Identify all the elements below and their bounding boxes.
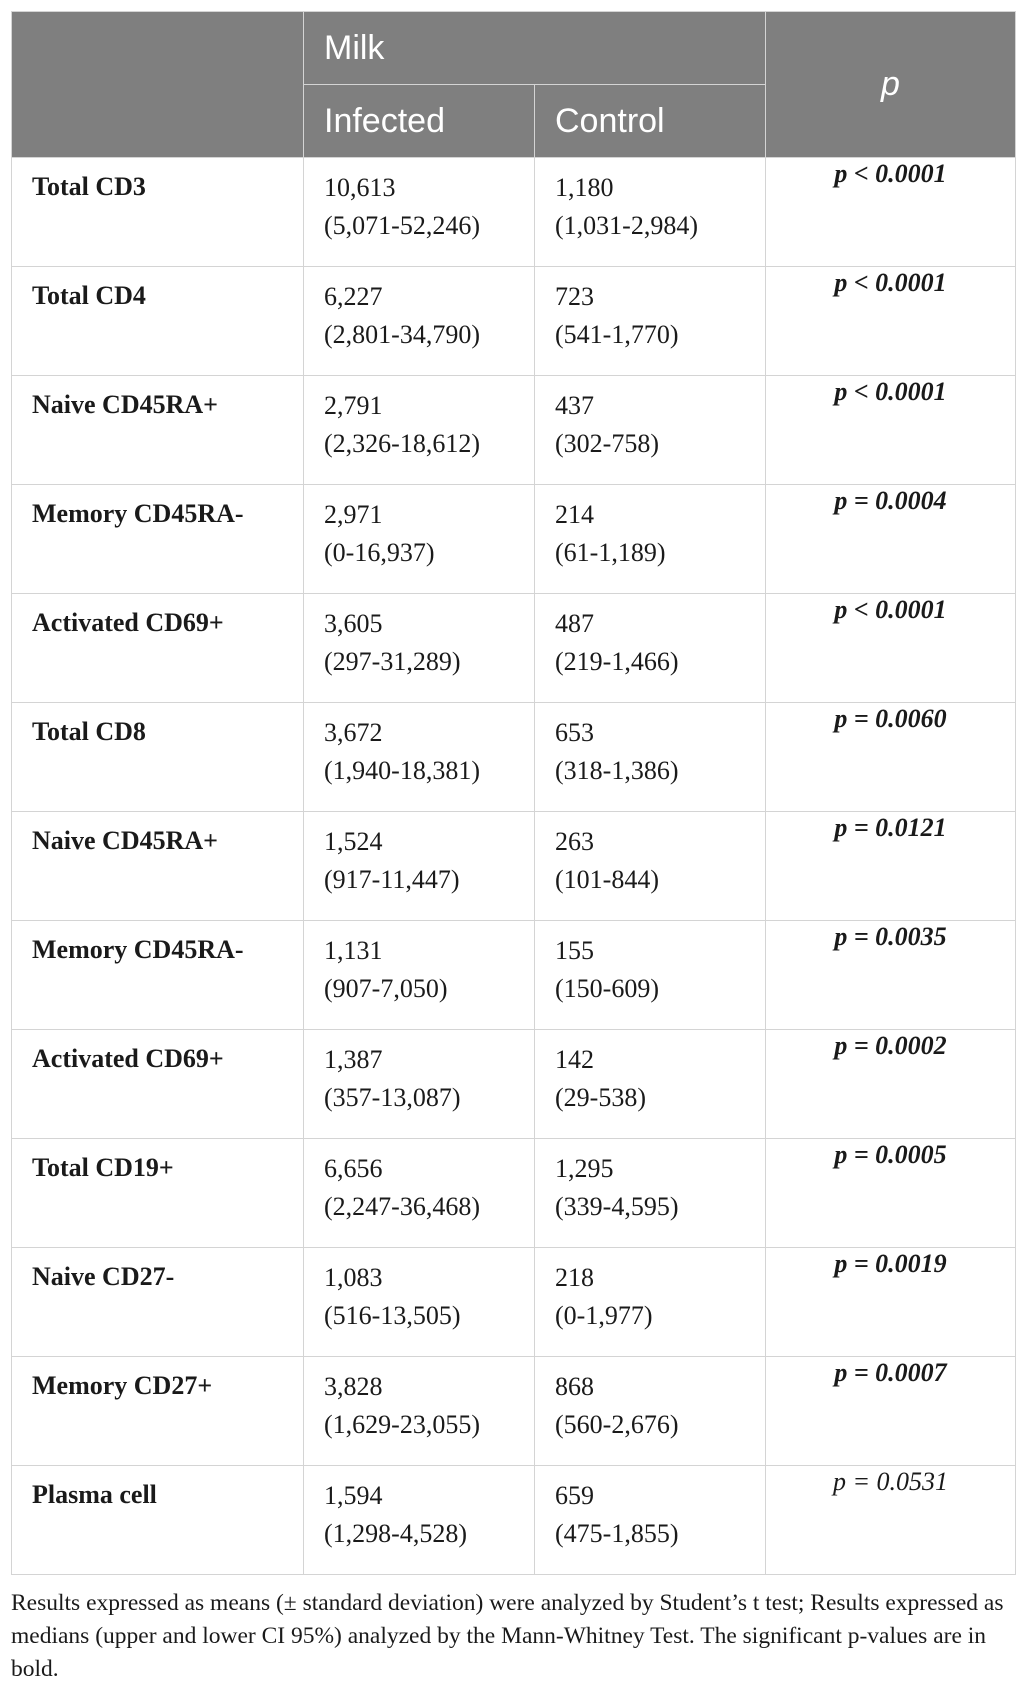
infected-value: 1,594 bbox=[324, 1481, 383, 1510]
control-value: 218 bbox=[555, 1263, 594, 1292]
header-blank-cell bbox=[12, 12, 304, 158]
infected-cell bbox=[304, 812, 535, 921]
p-value: p < 0.0001 bbox=[766, 158, 1016, 267]
infected-range: (2,801-34,790) bbox=[324, 320, 480, 349]
p-value: p = 0.0121 bbox=[766, 812, 1016, 921]
control-range: (560-2,676) bbox=[555, 1410, 679, 1439]
results-table bbox=[11, 11, 1016, 1575]
header-infected: Infected bbox=[304, 85, 535, 158]
infected-range: (5,071-52,246) bbox=[324, 211, 480, 240]
control-value: 214 bbox=[555, 500, 594, 529]
infected-cell bbox=[304, 1030, 535, 1139]
control-range: (302-758) bbox=[555, 429, 659, 458]
control-cell bbox=[535, 1139, 766, 1248]
infected-range: (2,326-18,612) bbox=[324, 429, 480, 458]
row-label: Total CD4 bbox=[12, 267, 304, 376]
control-range: (339-4,595) bbox=[555, 1192, 679, 1221]
row-label: Total CD8 bbox=[12, 703, 304, 812]
infected-cell bbox=[304, 376, 535, 485]
table-header bbox=[12, 12, 1016, 158]
control-cell bbox=[535, 376, 766, 485]
infected-value: 1,083 bbox=[324, 1263, 383, 1292]
table-row bbox=[12, 485, 1016, 594]
table-row bbox=[12, 1030, 1016, 1139]
infected-range: (1,629-23,055) bbox=[324, 1410, 480, 1439]
infected-cell bbox=[304, 267, 535, 376]
control-range: (475-1,855) bbox=[555, 1519, 679, 1548]
table-row bbox=[12, 158, 1016, 267]
infected-range: (357-13,087) bbox=[324, 1083, 461, 1112]
row-label: Activated CD69+ bbox=[12, 1030, 304, 1139]
infected-range: (917-11,447) bbox=[324, 865, 460, 894]
p-value: p = 0.0019 bbox=[766, 1248, 1016, 1357]
infected-range: (1,298-4,528) bbox=[324, 1519, 467, 1548]
table-row bbox=[12, 1357, 1016, 1466]
infected-value: 3,605 bbox=[324, 609, 383, 638]
table-row bbox=[12, 1139, 1016, 1248]
table-row bbox=[12, 1248, 1016, 1357]
table-row bbox=[12, 703, 1016, 812]
p-value: p = 0.0005 bbox=[766, 1139, 1016, 1248]
infected-cell bbox=[304, 1466, 535, 1575]
infected-value: 2,791 bbox=[324, 391, 383, 420]
row-label: Total CD3 bbox=[12, 158, 304, 267]
infected-cell bbox=[304, 1248, 535, 1357]
infected-cell bbox=[304, 485, 535, 594]
control-cell bbox=[535, 1248, 766, 1357]
row-label: Naive CD27- bbox=[12, 1248, 304, 1357]
p-value: p < 0.0001 bbox=[766, 376, 1016, 485]
control-range: (1,031-2,984) bbox=[555, 211, 698, 240]
control-cell bbox=[535, 703, 766, 812]
infected-value: 3,672 bbox=[324, 718, 383, 747]
control-value: 487 bbox=[555, 609, 594, 638]
infected-range: (1,940-18,381) bbox=[324, 756, 480, 785]
control-cell bbox=[535, 485, 766, 594]
control-cell bbox=[535, 1357, 766, 1466]
control-cell bbox=[535, 1466, 766, 1575]
control-value: 1,295 bbox=[555, 1154, 614, 1183]
infected-range: (907-7,050) bbox=[324, 974, 448, 1003]
p-value: p = 0.0002 bbox=[766, 1030, 1016, 1139]
infected-range: (0-16,937) bbox=[324, 538, 435, 567]
row-label: Memory CD27+ bbox=[12, 1357, 304, 1466]
control-range: (29-538) bbox=[555, 1083, 646, 1112]
table-row bbox=[12, 1466, 1016, 1575]
infected-range: (516-13,505) bbox=[324, 1301, 461, 1330]
infected-value: 1,524 bbox=[324, 827, 383, 856]
infected-value: 6,227 bbox=[324, 282, 383, 311]
table-container bbox=[11, 11, 1015, 1686]
control-cell bbox=[535, 267, 766, 376]
infected-value: 1,387 bbox=[324, 1045, 383, 1074]
table-row bbox=[12, 812, 1016, 921]
control-range: (219-1,466) bbox=[555, 647, 679, 676]
table-row bbox=[12, 267, 1016, 376]
infected-range: (297-31,289) bbox=[324, 647, 461, 676]
control-value: 142 bbox=[555, 1045, 594, 1074]
infected-value: 6,656 bbox=[324, 1154, 383, 1183]
control-range: (0-1,977) bbox=[555, 1301, 653, 1330]
control-range: (150-609) bbox=[555, 974, 659, 1003]
control-value: 653 bbox=[555, 718, 594, 747]
infected-cell bbox=[304, 1357, 535, 1466]
p-value: p < 0.0001 bbox=[766, 267, 1016, 376]
table-row bbox=[12, 594, 1016, 703]
control-value: 659 bbox=[555, 1481, 594, 1510]
infected-cell bbox=[304, 594, 535, 703]
infected-cell bbox=[304, 703, 535, 812]
p-value: p = 0.0004 bbox=[766, 485, 1016, 594]
infected-cell bbox=[304, 1139, 535, 1248]
control-value: 868 bbox=[555, 1372, 594, 1401]
p-value: p = 0.0531 bbox=[766, 1466, 1016, 1575]
row-label: Memory CD45RA- bbox=[12, 485, 304, 594]
control-value: 263 bbox=[555, 827, 594, 856]
header-p: p bbox=[766, 12, 1016, 158]
table-body bbox=[12, 158, 1016, 1575]
p-value: p = 0.0035 bbox=[766, 921, 1016, 1030]
row-label: Total CD19+ bbox=[12, 1139, 304, 1248]
control-cell bbox=[535, 594, 766, 703]
control-cell bbox=[535, 1030, 766, 1139]
table-row bbox=[12, 376, 1016, 485]
header-control: Control bbox=[535, 85, 766, 158]
p-value: p = 0.0060 bbox=[766, 703, 1016, 812]
control-range: (318-1,386) bbox=[555, 756, 679, 785]
control-cell bbox=[535, 921, 766, 1030]
infected-value: 2,971 bbox=[324, 500, 383, 529]
control-cell bbox=[535, 812, 766, 921]
control-value: 1,180 bbox=[555, 173, 614, 202]
infected-cell bbox=[304, 921, 535, 1030]
row-label: Naive CD45RA+ bbox=[12, 376, 304, 485]
row-label: Memory CD45RA- bbox=[12, 921, 304, 1030]
p-value: p = 0.0007 bbox=[766, 1357, 1016, 1466]
infected-range: (2,247-36,468) bbox=[324, 1192, 480, 1221]
row-label: Plasma cell bbox=[12, 1466, 304, 1575]
control-value: 723 bbox=[555, 282, 594, 311]
infected-value: 1,131 bbox=[324, 936, 383, 965]
control-value: 155 bbox=[555, 936, 594, 965]
infected-cell bbox=[304, 158, 535, 267]
control-range: (541-1,770) bbox=[555, 320, 679, 349]
infected-value: 3,828 bbox=[324, 1372, 383, 1401]
row-label: Activated CD69+ bbox=[12, 594, 304, 703]
table-row bbox=[12, 921, 1016, 1030]
control-cell bbox=[535, 158, 766, 267]
infected-value: 10,613 bbox=[324, 173, 396, 202]
control-value: 437 bbox=[555, 391, 594, 420]
control-range: (101-844) bbox=[555, 865, 659, 894]
p-value: p < 0.0001 bbox=[766, 594, 1016, 703]
control-range: (61-1,189) bbox=[555, 538, 666, 567]
header-milk: Milk bbox=[304, 12, 766, 85]
table-footnote: Results expressed as means (± standard deviation) were analyzed by Student’s t test; Results expressed as medians (upper and lower CI 95%) analyzed by the Mann-Whitney Test. The significant p-values are in bold. bbox=[11, 1590, 1004, 1682]
row-label: Naive CD45RA+ bbox=[12, 812, 304, 921]
